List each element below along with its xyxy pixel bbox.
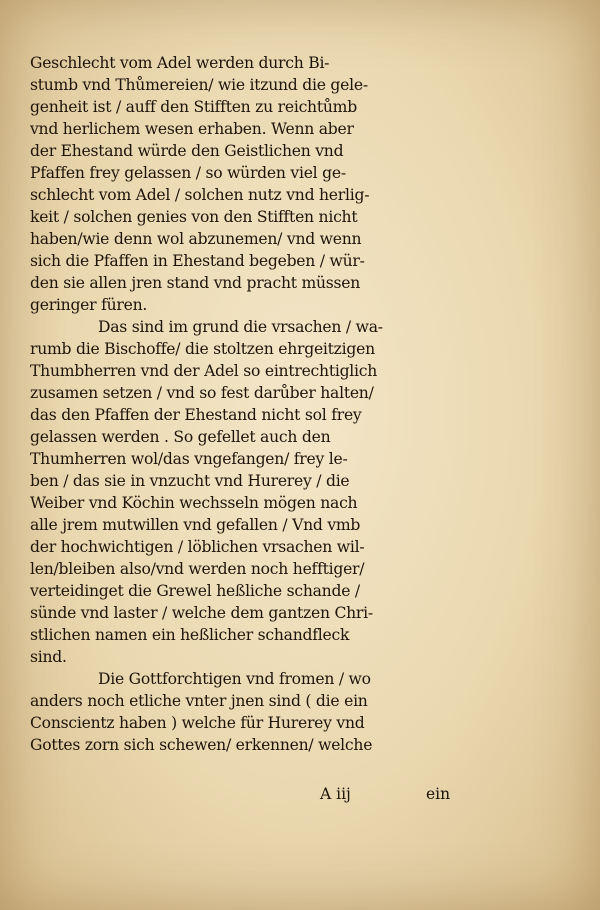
text-line: Die Gottforchtigen vnd fromen / wo bbox=[98, 670, 371, 688]
text-line: Thumherren wol/das vngefangen/ frey le- bbox=[30, 450, 348, 468]
text-line: Geschlecht vom Adel werden durch Bi- bbox=[30, 54, 330, 72]
signature-mark: A iij bbox=[320, 785, 351, 803]
text-line: schlecht vom Adel / solchen nutz vnd herlig- bbox=[30, 186, 370, 204]
text-line: stlichen namen ein heßlicher schandfleck bbox=[30, 626, 350, 644]
text-block bbox=[30, 52, 460, 756]
text-line: den sie allen jren stand vnd pracht müssen bbox=[30, 274, 361, 292]
text-line: alle jrem mutwillen vnd gefallen / Vnd vmb bbox=[30, 516, 361, 534]
text-line: Das sind im grund die vrsachen / wa- bbox=[98, 318, 383, 336]
catchword: ein bbox=[426, 785, 451, 803]
text-line: gelassen werden . So gefellet auch den bbox=[30, 428, 331, 446]
text-line: anders noch etliche vnter jnen sind ( die ein bbox=[30, 692, 368, 710]
text-line: sind. bbox=[30, 648, 67, 666]
text-line: vnd herlichem wesen erhaben. Wenn aber bbox=[30, 120, 354, 138]
text-line: verteidinget die Grewel heßliche schande / bbox=[30, 582, 360, 600]
text-line: der hochwichtigen / löblichen vrsachen wil- bbox=[30, 538, 365, 556]
text-line: haben/wie denn wol abzunemen/ vnd wenn bbox=[30, 230, 362, 248]
text-line: sünde vnd laster / welche dem gantzen Chri- bbox=[30, 604, 373, 622]
text-line: ben / das sie in vnzucht vnd Hurerey / die bbox=[30, 472, 350, 490]
text-line: geringer füren. bbox=[30, 296, 148, 314]
text-line: das den Pfaffen der Ehestand nicht sol frey bbox=[30, 406, 362, 424]
text-line: Thumbherren vnd der Adel so eintrechtiglich bbox=[30, 362, 378, 380]
text-line: stumb vnd Thůmereien/ wie itzund die gele- bbox=[30, 76, 368, 94]
page-footer bbox=[0, 785, 600, 811]
text-line: genheit ist / auff den Stifften zu reichtůmb bbox=[30, 98, 357, 116]
text-line: Gottes zorn sich schewen/ erkennen/ welche bbox=[30, 736, 373, 754]
text-line: sich die Pfaffen in Ehestand begeben / wür- bbox=[30, 252, 365, 270]
text-line: zusamen setzen / vnd so fest darůber halten/ bbox=[30, 384, 374, 402]
text-line: Conscientz haben ) welche für Hurerey vnd bbox=[30, 714, 365, 732]
text-line: Weiber vnd Köchin wechsseln mögen nach bbox=[30, 494, 358, 512]
text-line: len/bleiben also/vnd werden noch hefftiger/ bbox=[30, 560, 365, 578]
text-line: rumb die Bischoffe/ die stoltzen ehrgeitzigen bbox=[30, 340, 375, 358]
text-line: keit / solchen genies von den Stifften nicht bbox=[30, 208, 358, 226]
text-line: der Ehestand würde den Geistlichen vnd bbox=[30, 142, 344, 160]
text-line: Pfaffen frey gelassen / so würden viel ge- bbox=[30, 164, 346, 182]
